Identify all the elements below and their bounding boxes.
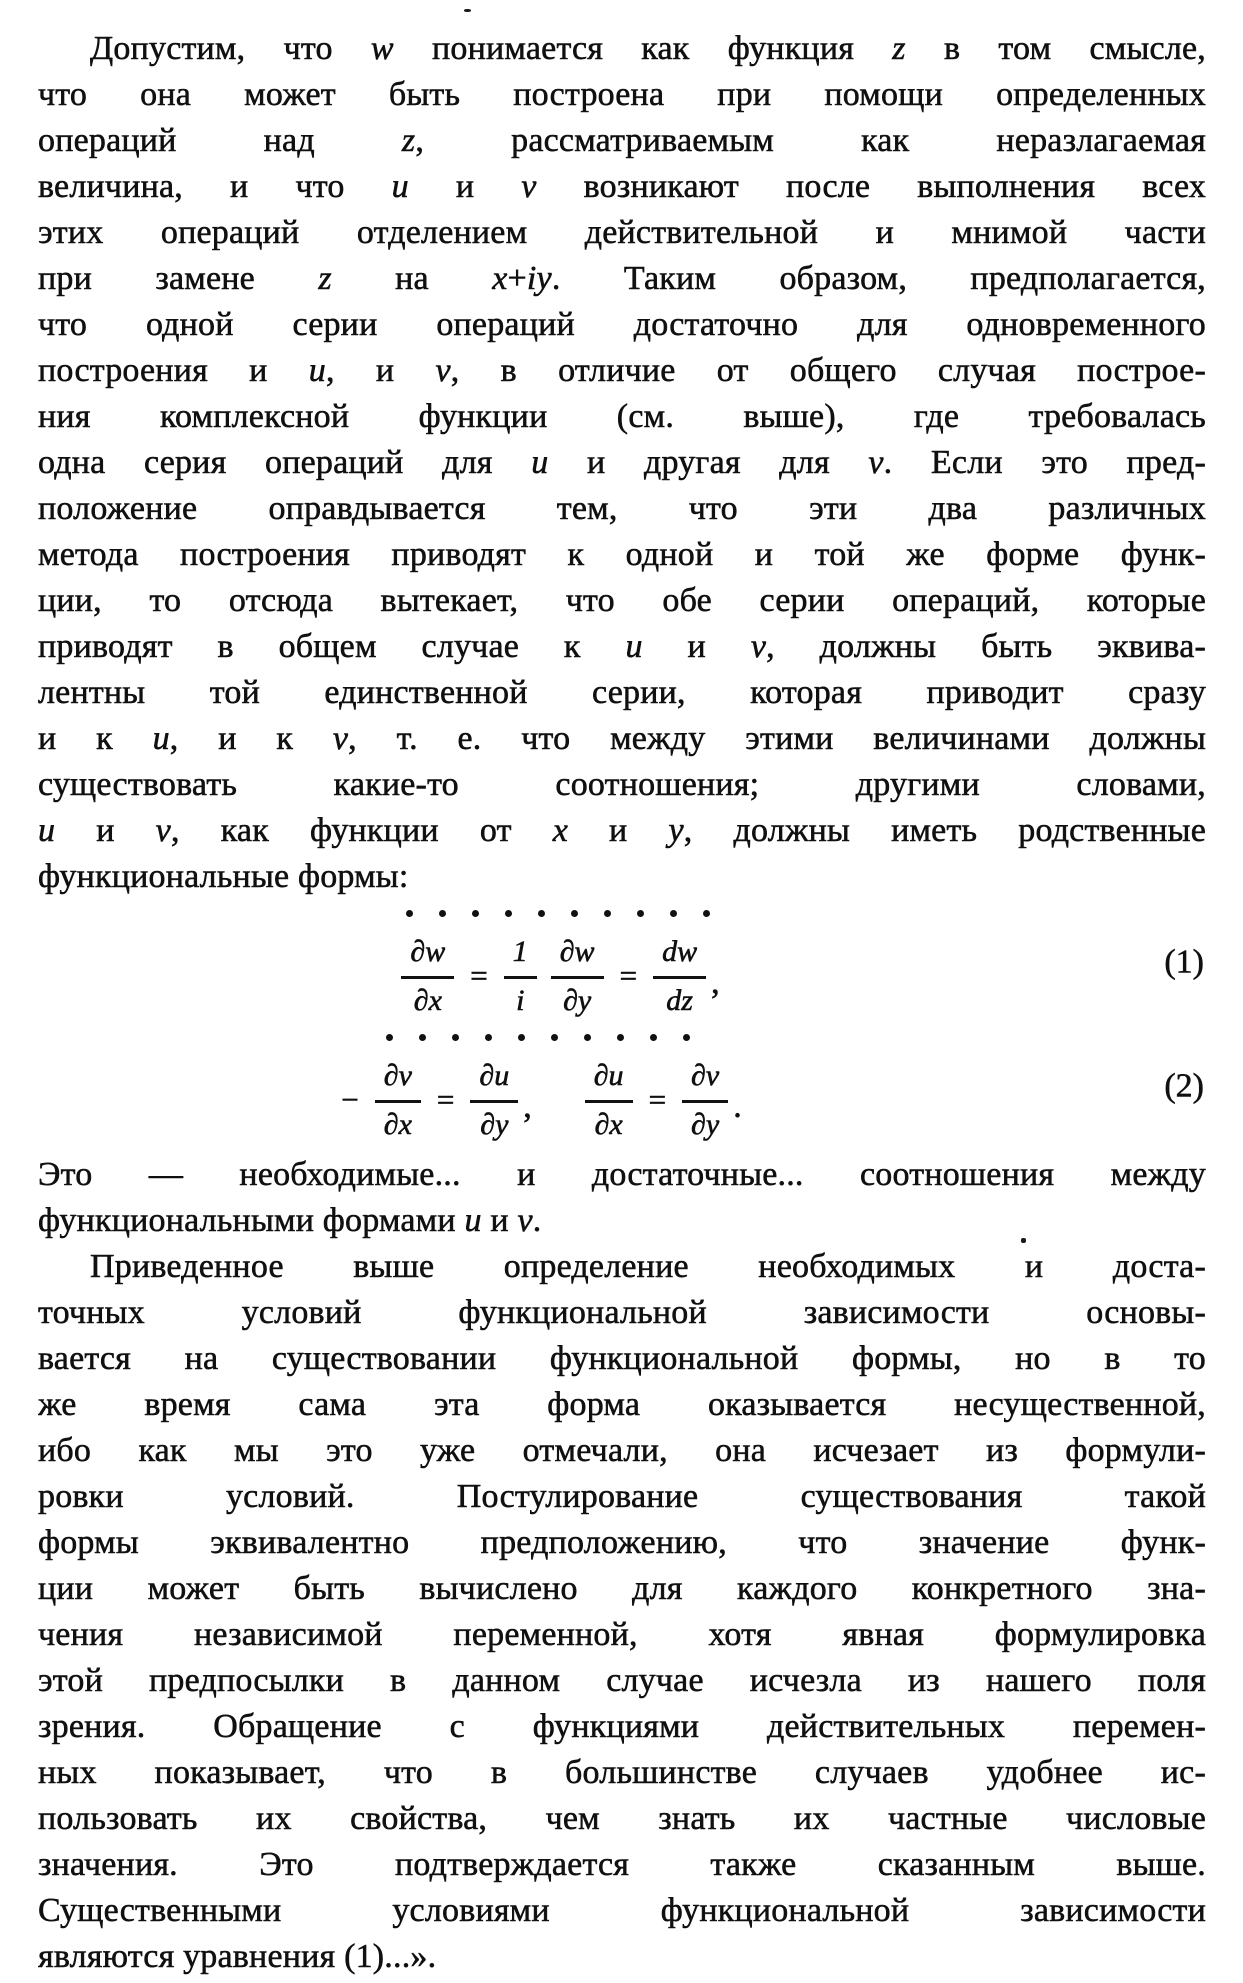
text-line bbox=[38, 1290, 1206, 1336]
math-variable: z bbox=[401, 122, 416, 159]
text-run: , как функции от bbox=[170, 812, 553, 849]
equation-number: (2) bbox=[1164, 1067, 1204, 1105]
punctuation: . bbox=[733, 1088, 742, 1125]
text-line bbox=[38, 72, 1206, 118]
text-run: , должны быть эквива- bbox=[766, 628, 1206, 665]
text-line bbox=[38, 1842, 1206, 1888]
fraction bbox=[653, 933, 706, 1018]
text-line bbox=[38, 854, 1206, 900]
fraction-numerator: 1 bbox=[504, 933, 537, 979]
text-run: же время сама эта форма оказывается несущественной, bbox=[38, 1386, 1206, 1423]
dot bbox=[650, 1034, 657, 1041]
text-run: что одной серии операций достаточно для одновременного bbox=[38, 306, 1206, 343]
text-run: являются уравнения (1)...». bbox=[38, 1938, 437, 1975]
text-line bbox=[38, 1566, 1206, 1612]
fraction bbox=[504, 933, 537, 1018]
dot bbox=[518, 1034, 525, 1041]
math-variable: v bbox=[750, 628, 767, 665]
math-variable: y bbox=[668, 812, 684, 849]
dot bbox=[637, 910, 644, 917]
text-run: , в отличие от общего случая построе- bbox=[450, 352, 1206, 389]
text-run: вается на существовании функциональной формы, но в то bbox=[38, 1340, 1206, 1377]
fraction bbox=[401, 933, 454, 1018]
dot bbox=[670, 910, 677, 917]
dot bbox=[683, 1034, 690, 1041]
text-run: функциональные формы: bbox=[38, 858, 409, 895]
dot bbox=[485, 1034, 492, 1041]
punctuation: , bbox=[711, 964, 720, 1001]
text-run: ции, то отсюда вытекает, что обе серии операций, которые bbox=[38, 582, 1206, 619]
text-line bbox=[38, 670, 1206, 716]
text-line bbox=[38, 164, 1206, 210]
text-line bbox=[38, 1888, 1206, 1934]
fraction-denominator: ∂y bbox=[563, 984, 592, 1017]
text-run: положение оправдывается тем, что эти два различных bbox=[38, 490, 1206, 527]
text-run: понимается как функция bbox=[393, 30, 893, 67]
text-run: и bbox=[481, 1202, 518, 1239]
text-line bbox=[38, 1244, 1206, 1290]
dot bbox=[406, 910, 413, 917]
dot bbox=[551, 1034, 558, 1041]
dot bbox=[703, 910, 710, 917]
text-run: , должны иметь родственные bbox=[683, 812, 1206, 849]
math-variable: v bbox=[521, 168, 537, 205]
dot bbox=[571, 910, 578, 917]
math-variable: u bbox=[625, 628, 643, 665]
text-line bbox=[38, 1198, 1206, 1244]
text-run: ния комплексной функции (см. выше), где требовалась bbox=[38, 398, 1206, 435]
math-variable: x bbox=[492, 260, 508, 297]
paragraph bbox=[38, 1244, 1206, 1980]
dot bbox=[505, 910, 512, 917]
text-run: приводят в общем случае к bbox=[38, 628, 626, 665]
text-line bbox=[38, 624, 1206, 670]
fraction-denominator: ∂y bbox=[480, 1108, 509, 1141]
text-run: и bbox=[408, 168, 522, 205]
ink-speck bbox=[464, 9, 471, 12]
fraction-denominator: ∂y bbox=[691, 1108, 720, 1141]
text-line bbox=[38, 1612, 1206, 1658]
text-run: и другая для bbox=[548, 444, 869, 481]
fraction-denominator: ∂x bbox=[413, 984, 442, 1017]
text-run: и к bbox=[38, 720, 153, 757]
text-run: Приведенное выше определение необходимых и доста- bbox=[90, 1248, 1206, 1285]
equation-terms bbox=[332, 1057, 743, 1142]
text-run: Допустим, что bbox=[90, 30, 371, 67]
math-variable: v bbox=[155, 812, 171, 849]
text-run: , рассматриваемым как неразлагаемая bbox=[415, 122, 1206, 159]
text-line bbox=[38, 1934, 1206, 1980]
equation-2 bbox=[38, 1028, 1206, 1142]
text-run: существовать какие-то соотношения; другими словами, bbox=[38, 766, 1206, 803]
text-line bbox=[38, 302, 1206, 348]
math-variable: x bbox=[552, 812, 568, 849]
text-run: что она может быть построена при помощи определенных bbox=[38, 76, 1206, 113]
text-line bbox=[38, 1152, 1206, 1198]
operator: = bbox=[470, 957, 488, 993]
fraction bbox=[470, 1057, 518, 1142]
text-line bbox=[38, 394, 1206, 440]
text-line bbox=[38, 1796, 1206, 1842]
math-variable: u bbox=[308, 352, 326, 389]
fraction-numerator: ∂v bbox=[375, 1057, 421, 1103]
text-run: ровки условий. Постулирование существования такой bbox=[38, 1478, 1206, 1515]
text-line bbox=[38, 578, 1206, 624]
fraction-numerator: ∂w bbox=[401, 933, 454, 979]
text-run: этих операций отделением действительной и мнимой части bbox=[38, 214, 1206, 251]
fraction bbox=[682, 1057, 728, 1142]
text-run: на bbox=[331, 260, 493, 297]
fraction-denominator: i bbox=[516, 984, 525, 1017]
text-line bbox=[38, 1474, 1206, 1520]
text-line bbox=[38, 486, 1206, 532]
text-run: , и bbox=[325, 352, 436, 389]
fraction-numerator: ∂u bbox=[470, 1057, 518, 1103]
paragraph bbox=[38, 1152, 1206, 1244]
dot bbox=[617, 1034, 624, 1041]
text-line bbox=[38, 440, 1206, 486]
math-variable: v bbox=[332, 720, 349, 757]
text-run: в том смысле, bbox=[905, 30, 1206, 67]
equation-body bbox=[332, 1028, 743, 1142]
fraction-numerator: ∂u bbox=[585, 1057, 633, 1103]
text-line bbox=[38, 1520, 1206, 1566]
text-run: + bbox=[507, 260, 527, 297]
text-run: лентны той единственной серии, которая приводит сразу bbox=[38, 674, 1206, 711]
math-variable: v bbox=[868, 444, 884, 481]
operator: = bbox=[436, 1081, 455, 1117]
fraction bbox=[551, 933, 604, 1018]
operator: − bbox=[341, 1081, 359, 1117]
ellipsis-dots-row bbox=[386, 1034, 690, 1041]
text-run: точных условий функциональной зависимости основы- bbox=[38, 1294, 1206, 1331]
text-run: чения независимой переменной, хотя явная формулировка bbox=[38, 1616, 1206, 1653]
equation-body bbox=[394, 904, 721, 1018]
dot bbox=[439, 910, 446, 917]
dot bbox=[452, 1034, 459, 1041]
text-run: ибо как мы это уже отмечали, она исчезает из формули- bbox=[38, 1432, 1206, 1469]
math-variable: v bbox=[435, 352, 451, 389]
text-run: пользовать их свойства, чем знать их частные числовые bbox=[38, 1800, 1206, 1837]
operator: = bbox=[619, 957, 638, 993]
text-run: формы эквивалентно предположению, что значение функ- bbox=[38, 1524, 1206, 1561]
fraction bbox=[585, 1057, 633, 1142]
text-run: величина, и что bbox=[38, 168, 392, 205]
equation-number: (1) bbox=[1164, 943, 1204, 981]
dot bbox=[472, 910, 479, 917]
text-run: операций над bbox=[38, 122, 402, 159]
paragraph bbox=[38, 26, 1206, 900]
ink-speck bbox=[1021, 1238, 1026, 1243]
fraction bbox=[375, 1057, 421, 1142]
text-run: и bbox=[568, 812, 669, 849]
text-run: . Если это пред- bbox=[883, 444, 1206, 481]
text-run: зрения. Обращение с функциями действительных перемен- bbox=[38, 1708, 1206, 1745]
text-run: значения. Это подтверждается также сказанным выше. bbox=[38, 1846, 1206, 1883]
equation-1 bbox=[38, 904, 1206, 1018]
text-run: этой предпосылки в данном случае исчезла из нашего поля bbox=[38, 1662, 1206, 1699]
text-line bbox=[38, 256, 1206, 302]
text-line bbox=[38, 1382, 1206, 1428]
operator: = bbox=[648, 1081, 667, 1117]
text-line bbox=[38, 118, 1206, 164]
dot bbox=[538, 910, 545, 917]
text-run: и bbox=[642, 628, 751, 665]
equation-terms bbox=[394, 933, 721, 1018]
fraction-denominator: ∂x bbox=[594, 1108, 623, 1141]
fraction-numerator: ∂v bbox=[682, 1057, 728, 1103]
text-run: . Таким образом, предполагается, bbox=[551, 260, 1206, 297]
text-line bbox=[38, 532, 1206, 578]
math-variable: u bbox=[38, 812, 56, 849]
text-run: ции может быть вычислено для каждого конкретного зна- bbox=[38, 1570, 1206, 1607]
text-line bbox=[38, 762, 1206, 808]
math-variable: u bbox=[531, 444, 549, 481]
text-line bbox=[38, 1658, 1206, 1704]
text-run: метода построения приводят к одной и той же форме функ- bbox=[38, 536, 1206, 573]
text-run: одна серия операций для bbox=[38, 444, 532, 481]
text-run: и bbox=[55, 812, 156, 849]
text-run: ных показывает, что в большинстве случаев удобнее ис- bbox=[38, 1754, 1206, 1791]
text-line bbox=[38, 1336, 1206, 1382]
fraction-numerator: dw bbox=[653, 933, 706, 979]
fraction-denominator: dz bbox=[666, 984, 693, 1017]
text-run: , т. е. что между этими величинами должны bbox=[348, 720, 1206, 757]
math-variable: u bbox=[391, 168, 409, 205]
text-run: возникают после выполнения всех bbox=[536, 168, 1206, 205]
text-run: построения и bbox=[38, 352, 309, 389]
text-line bbox=[38, 716, 1206, 762]
dot bbox=[604, 910, 611, 917]
text-line bbox=[38, 26, 1206, 72]
math-variable: v bbox=[517, 1202, 533, 1239]
text-run: . bbox=[532, 1202, 542, 1239]
text-run: Существенными условиями функциональной зависимости bbox=[38, 1892, 1206, 1929]
text-line bbox=[38, 210, 1206, 256]
text-line bbox=[38, 348, 1206, 394]
fraction-numerator: ∂w bbox=[551, 933, 604, 979]
math-variable: w bbox=[370, 30, 394, 67]
ellipsis-dots-row bbox=[406, 910, 710, 917]
fraction-denominator: ∂x bbox=[383, 1108, 412, 1141]
text-run: при замене bbox=[38, 260, 319, 297]
punctuation: , bbox=[523, 1088, 532, 1125]
text-run: Это — необходимые... и достаточные... соотношения между bbox=[38, 1156, 1206, 1193]
text-run: , и к bbox=[169, 720, 333, 757]
text-run: функциональными формами bbox=[38, 1202, 465, 1239]
text-line bbox=[38, 808, 1206, 854]
math-variable: iy bbox=[526, 260, 552, 297]
text-line bbox=[38, 1704, 1206, 1750]
dot bbox=[386, 1034, 393, 1041]
math-variable: z bbox=[318, 260, 332, 297]
text-line bbox=[38, 1750, 1206, 1796]
dot bbox=[584, 1034, 591, 1041]
text-line bbox=[38, 1428, 1206, 1474]
math-variable: z bbox=[892, 30, 906, 67]
math-variable: u bbox=[464, 1202, 482, 1239]
dot bbox=[419, 1034, 426, 1041]
math-variable: u bbox=[152, 720, 170, 757]
